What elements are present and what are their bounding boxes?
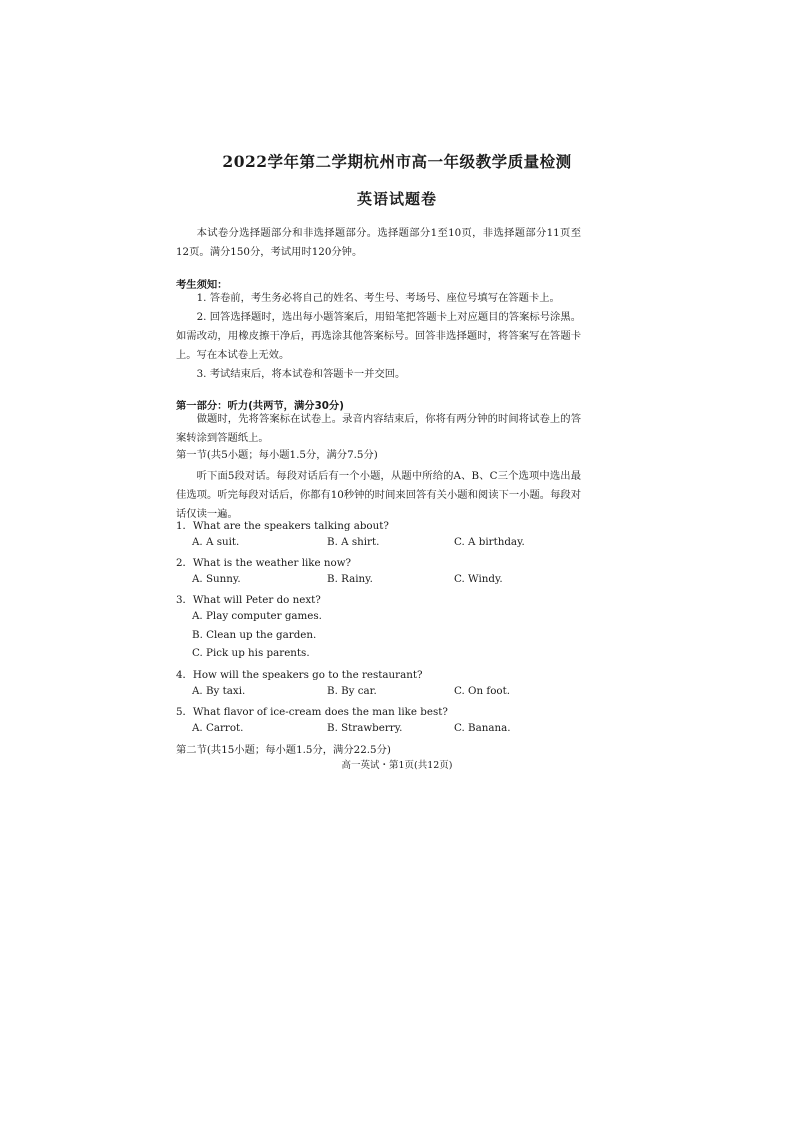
question-1-stem: 1．What are the speakers talking about?: [176, 520, 389, 532]
part1-instructions: 做题时，先将答案标在试卷上。录音内容结束后，你将有两分钟的时间将试卷上的答案转涂到答题纸上。: [176, 413, 581, 444]
question-4-stem: 4．How will the speakers go to the restaurant?: [176, 669, 423, 681]
question-1-option-b: B. A shirt.: [327, 536, 380, 548]
exam-title: 2022学年第二学期杭州市高一年级教学质量检测: [222, 152, 572, 171]
question-2-option-a: A. Sunny.: [192, 573, 241, 585]
question-2-option-b: B. Rainy.: [327, 573, 373, 585]
section1-instructions: 听下面5段对话。每段对话后有一个小题，从题中所给的A、B、C三个选项中选出最佳选项。听完每段对话后，你都有10秒钟的时间来回答有关小题和阅读下一小题。每段对话仅读一遍。: [176, 470, 581, 520]
notice-item-2: 2. 回答选择题时，选出每小题答案后，用铅笔把答题卡上对应题目的答案标号涂黑。如需改动，用橡皮擦干净后，再选涂其他答案标号。回答非选择题时，将答案写在答题卡上。写在本试卷上无效。: [176, 311, 581, 361]
question-1-option-c: C. A birthday.: [454, 536, 525, 548]
intro-paragraph: 本试卷分选择题部分和非选择题部分。选择题部分1至10页，非选择题部分11页至12页。满分150分，考试用时120分钟。: [176, 227, 581, 258]
question-5-option-c: C. Banana.: [454, 722, 511, 734]
question-3-option-c: C. Pick up his parents.: [192, 647, 310, 659]
question-1-option-a: A. A suit.: [192, 536, 240, 548]
notice-heading: 考生须知：: [176, 279, 228, 291]
question-4-option-b: B. By car.: [327, 685, 377, 697]
question-3-stem: 3．What will Peter do next?: [176, 594, 321, 606]
page-footer: 高一英试・第1页(共12页): [341, 760, 453, 771]
part1-heading: 第一部分：听力(共两节，满分30分): [176, 400, 344, 412]
question-2-option-c: C. Windy.: [454, 573, 503, 585]
question-5-stem: 5．What flavor of ice-cream does the man like best?: [176, 706, 448, 718]
notice-item-3: 3. 考试结束后，将本试卷和答题卡一并交回。: [196, 368, 406, 380]
question-3-option-b: B. Clean up the garden.: [192, 629, 317, 641]
exam-subtitle: 英语试题卷: [356, 190, 437, 208]
question-4-option-a: A. By taxi.: [192, 685, 246, 697]
section2-heading: 第二节(共15小题；每小题1.5分，满分22.5分): [176, 744, 391, 756]
question-5-option-a: A. Carrot.: [192, 722, 244, 734]
question-3-option-a: A. Play computer games.: [192, 610, 322, 622]
section1-heading: 第一节(共5小题；每小题1.5分，满分7.5分): [176, 449, 378, 461]
question-4-option-c: C. On foot.: [454, 685, 511, 697]
notice-item-1: 1. 答卷前，考生务必将自己的姓名、考生号、考场号、座位号填写在答题卡上。: [196, 292, 560, 304]
question-5-option-b: B. Strawberry.: [327, 722, 403, 734]
question-2-stem: 2．What is the weather like now?: [176, 557, 352, 569]
